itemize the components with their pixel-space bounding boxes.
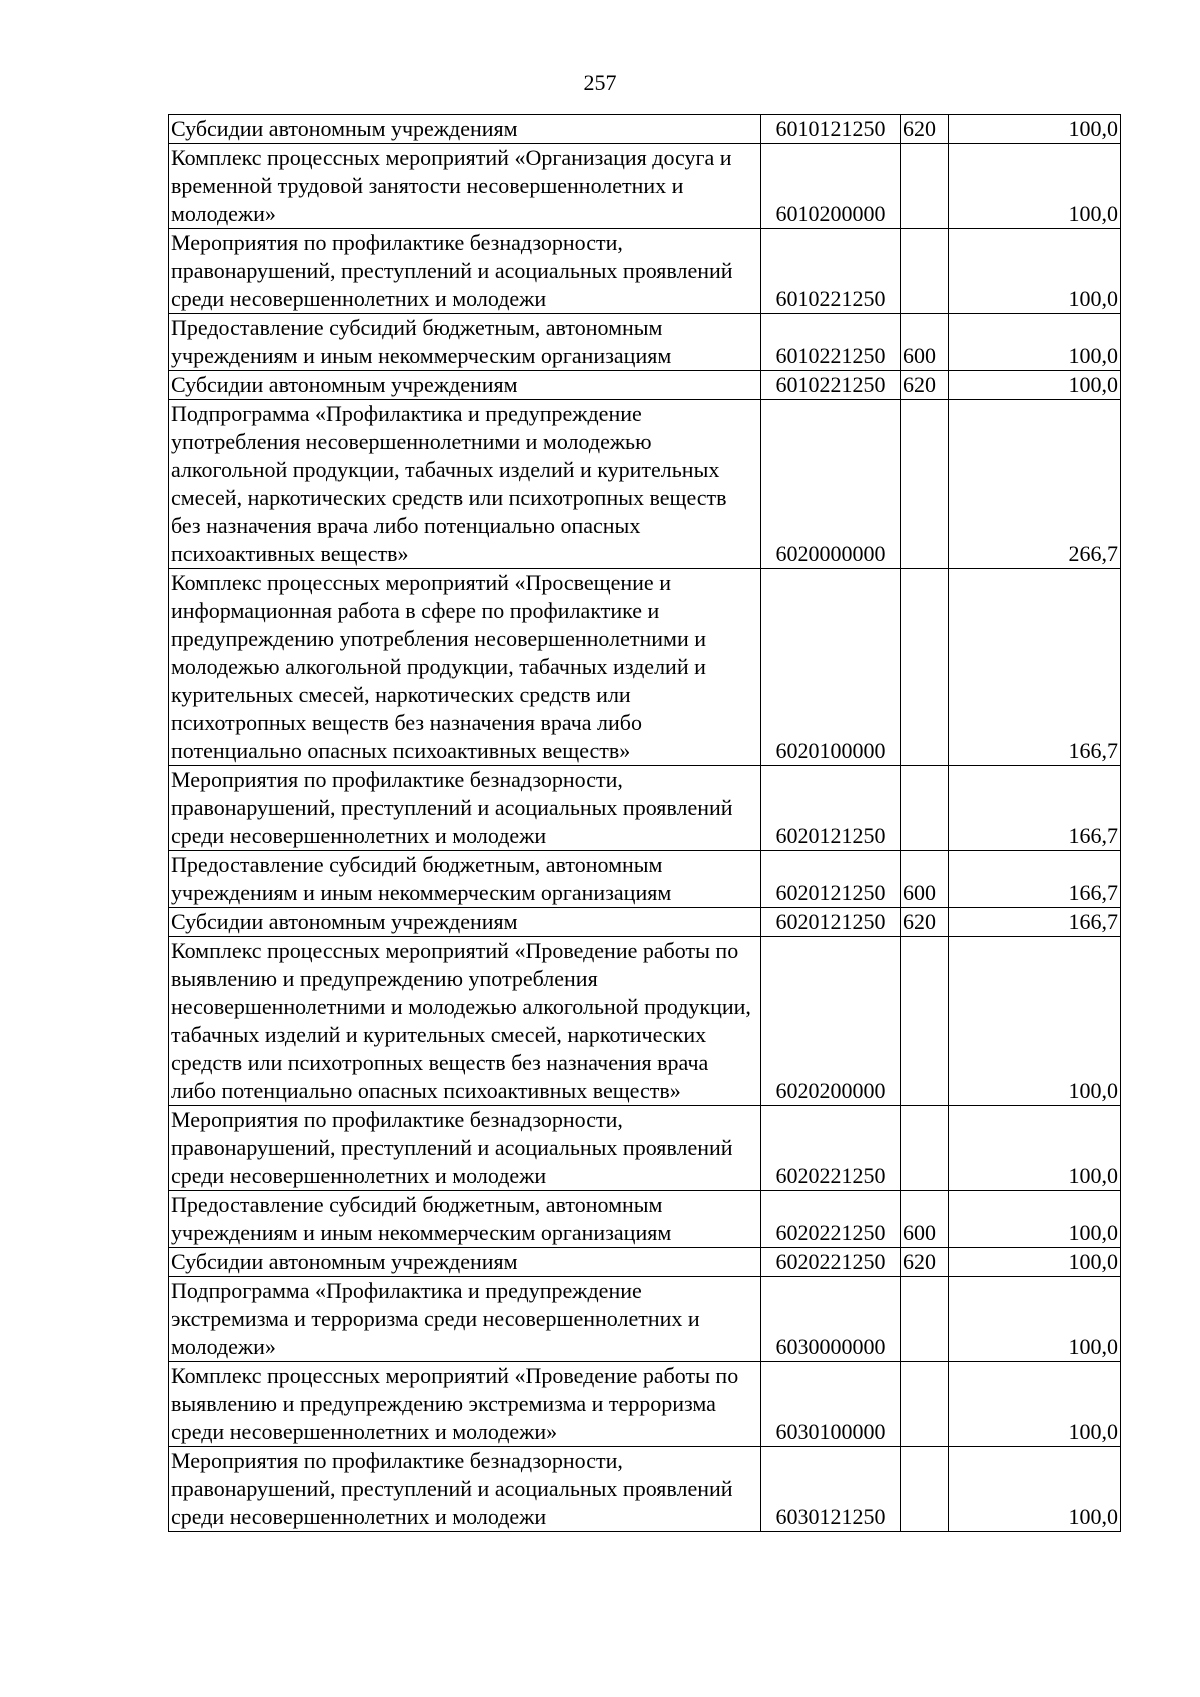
row-name: Подпрограмма «Профилактика и предупреждение употребления несовершеннолетними и молодежью алкогольной продукции, табачных изделий и курительных смесей, наркотических средств или психотропных веществ без назначения врача либо потенциально опасных психоактивных веществ» [169, 400, 761, 569]
row-code: 6030121250 [761, 1447, 901, 1532]
row-name: Комплекс процессных мероприятий «Проведение работы по выявлению и предупреждению употребления несовершеннолетними и молодежью алкогольной продукции, табачных изделий и курительных смесей, наркотических средств или психотропных веществ без назначения врача либо потенциально опасных психоактивных веществ» [169, 937, 761, 1106]
row-code: 6010221250 [761, 371, 901, 400]
table-row [169, 115, 1121, 144]
row-sum: 100,0 [949, 229, 1121, 314]
row-name: Мероприятия по профилактике безнадзорности, правонарушений, преступлений и асоциальных проявлений среди несовершеннолетних и молодежи [169, 1447, 761, 1532]
row-name: Комплекс процессных мероприятий «Организация досуга и временной трудовой занятости несовершеннолетних и молодежи» [169, 144, 761, 229]
row-code: 6010221250 [761, 314, 901, 371]
table-row [169, 1106, 1121, 1191]
row-vr: 600 [901, 1191, 949, 1248]
row-vr [901, 937, 949, 1106]
row-name: Предоставление субсидий бюджетным, автономным учреждениям и иным некоммерческим организациям [169, 1191, 761, 1248]
row-name: Предоставление субсидий бюджетным, автономным учреждениям и иным некоммерческим организациям [169, 314, 761, 371]
row-name: Комплекс процессных мероприятий «Просвещение и информационная работа в сфере по профилактике и предупреждению употребления несовершеннолетними и молодежью алкогольной продукции, табачных изделий и курительных смесей, наркотических средств или психотропных веществ без назначения врача либо потенциально опасных психоактивных веществ» [169, 569, 761, 766]
row-vr [901, 144, 949, 229]
row-sum: 100,0 [949, 1277, 1121, 1362]
row-sum: 100,0 [949, 1191, 1121, 1248]
table-row [169, 229, 1121, 314]
table-row [169, 937, 1121, 1106]
row-name: Предоставление субсидий бюджетным, автономным учреждениям и иным некоммерческим организациям [169, 851, 761, 908]
row-sum: 100,0 [949, 1248, 1121, 1277]
row-name: Субсидии автономным учреждениям [169, 115, 761, 144]
row-sum: 100,0 [949, 371, 1121, 400]
page-number: 257 [583, 70, 617, 95]
table-row [169, 908, 1121, 937]
row-sum: 166,7 [949, 766, 1121, 851]
row-sum: 100,0 [949, 144, 1121, 229]
row-code: 6020000000 [761, 400, 901, 569]
table-row [169, 371, 1121, 400]
row-code: 6020200000 [761, 937, 901, 1106]
row-code: 6030000000 [761, 1277, 901, 1362]
row-name: Мероприятия по профилактике безнадзорности, правонарушений, преступлений и асоциальных проявлений среди несовершеннолетних и молодежи [169, 1106, 761, 1191]
table-row [169, 1191, 1121, 1248]
row-vr [901, 1106, 949, 1191]
table-row [169, 1447, 1121, 1532]
row-code: 6020100000 [761, 569, 901, 766]
budget-table [168, 114, 1121, 1532]
table-row [169, 1277, 1121, 1362]
row-vr: 620 [901, 1248, 949, 1277]
row-name: Субсидии автономным учреждениям [169, 1248, 761, 1277]
row-vr: 620 [901, 908, 949, 937]
table-row [169, 851, 1121, 908]
row-name: Субсидии автономным учреждениям [169, 371, 761, 400]
row-code: 6020121250 [761, 851, 901, 908]
row-vr [901, 400, 949, 569]
row-name: Подпрограмма «Профилактика и предупреждение экстремизма и терроризма среди несовершеннолетних и молодежи» [169, 1277, 761, 1362]
row-sum: 100,0 [949, 1447, 1121, 1532]
row-sum: 166,7 [949, 569, 1121, 766]
row-vr [901, 229, 949, 314]
row-name: Мероприятия по профилактике безнадзорности, правонарушений, преступлений и асоциальных проявлений среди несовершеннолетних и молодежи [169, 766, 761, 851]
row-vr: 600 [901, 851, 949, 908]
row-code: 6010200000 [761, 144, 901, 229]
row-code: 6020221250 [761, 1191, 901, 1248]
table-row [169, 400, 1121, 569]
row-code: 6020221250 [761, 1248, 901, 1277]
row-code: 6010221250 [761, 229, 901, 314]
table-row [169, 144, 1121, 229]
row-sum: 100,0 [949, 314, 1121, 371]
row-vr: 620 [901, 371, 949, 400]
row-code: 6020221250 [761, 1106, 901, 1191]
row-vr [901, 569, 949, 766]
row-sum: 100,0 [949, 1106, 1121, 1191]
row-code: 6030100000 [761, 1362, 901, 1447]
row-sum: 166,7 [949, 908, 1121, 937]
row-code: 6020121250 [761, 908, 901, 937]
row-sum: 100,0 [949, 937, 1121, 1106]
row-sum: 266,7 [949, 400, 1121, 569]
row-sum: 100,0 [949, 115, 1121, 144]
row-sum: 166,7 [949, 851, 1121, 908]
row-vr: 600 [901, 314, 949, 371]
row-vr [901, 766, 949, 851]
row-name: Субсидии автономным учреждениям [169, 908, 761, 937]
table-row [169, 1248, 1121, 1277]
row-code: 6020121250 [761, 766, 901, 851]
row-vr [901, 1362, 949, 1447]
table-row [169, 766, 1121, 851]
row-name: Мероприятия по профилактике безнадзорности, правонарушений, преступлений и асоциальных проявлений среди несовершеннолетних и молодежи [169, 229, 761, 314]
row-name: Комплекс процессных мероприятий «Проведение работы по выявлению и предупреждению экстремизма и терроризма среди несовершеннолетних и молодежи» [169, 1362, 761, 1447]
row-sum: 100,0 [949, 1362, 1121, 1447]
table-row [169, 569, 1121, 766]
table-row [169, 314, 1121, 371]
row-vr [901, 1447, 949, 1532]
row-vr [901, 1277, 949, 1362]
table-row [169, 1362, 1121, 1447]
row-vr: 620 [901, 115, 949, 144]
row-code: 6010121250 [761, 115, 901, 144]
